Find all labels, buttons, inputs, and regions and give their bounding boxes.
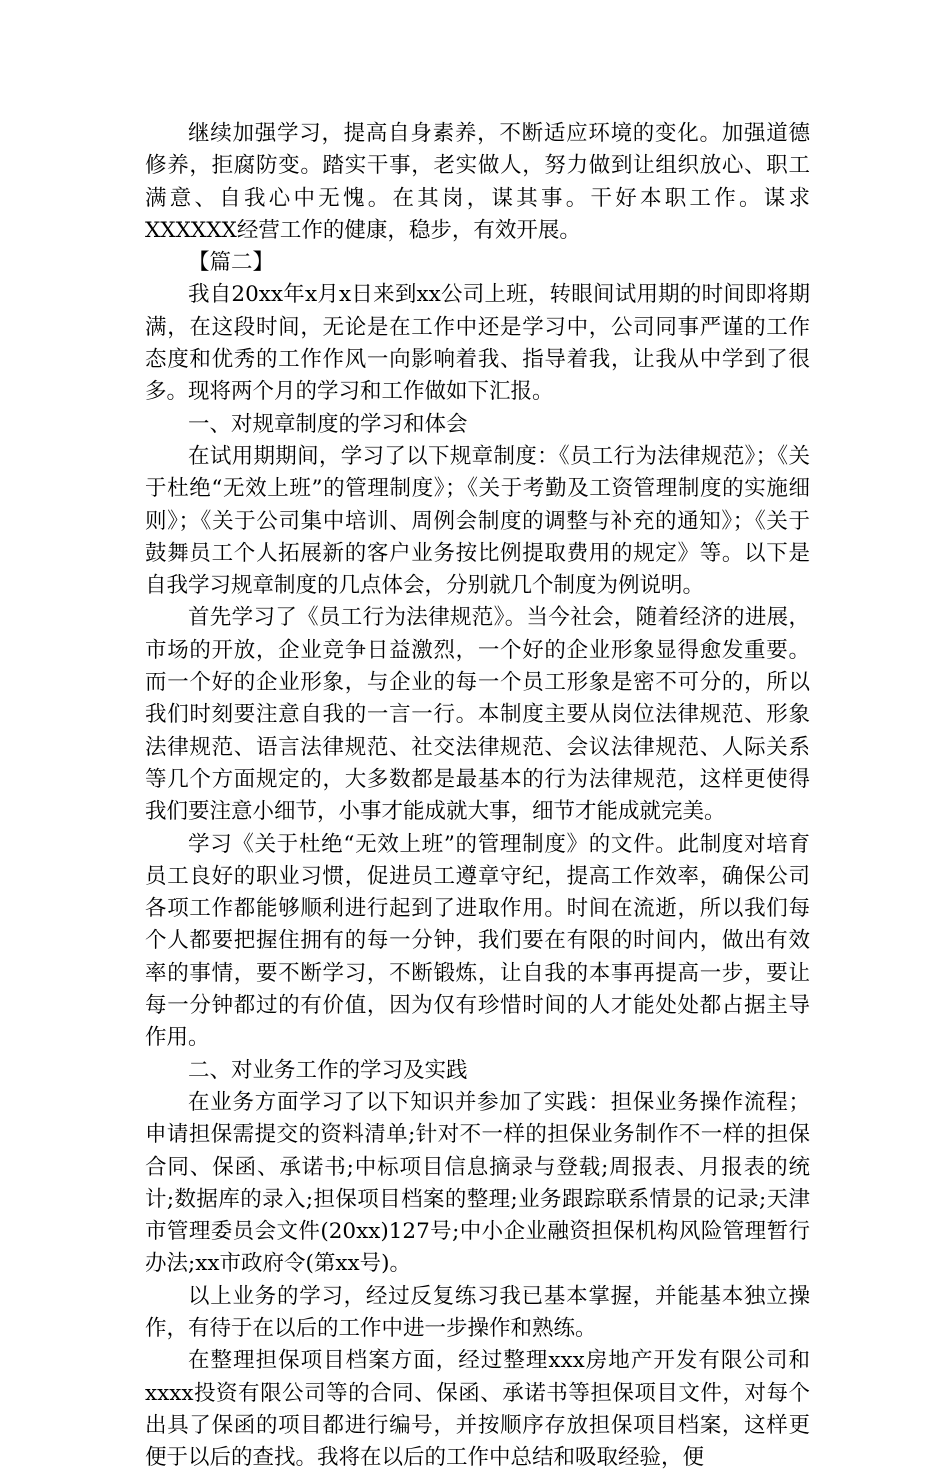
paragraph-archive: 在整理担保项目档案方面，经过整理xxx房地产开发有限公司和xxxx投资有限公司等的合同、保函、承诺书等担保项目文件，对每个出具了保函的项目都进行编号，并按顺序存放担保项目档案，这样更便于以后的查找。我将在以后的工作中总结和吸取经验，便 <box>145 1348 810 1471</box>
document-body <box>145 118 810 1474</box>
paragraph-mastery: 以上业务的学习，经过反复练习我已基本掌握，并能基本独立操作，有待于在以后的工作中进一步操作和熟练。 <box>145 1283 810 1341</box>
paragraph-conclusion: 继续加强学习，提高自身素养，不断适应环境的变化。加强道德修养，拒腐防变。踏实干事，老实做人，努力做到让组织放心、职工满意、自我心中无愧。在其岗，谋其事。干好本职工作。谋求XXXXXX经营工作的健康，稳步，有效开展。 <box>145 121 810 243</box>
paragraph-intro: 我自20xx年x月x日来到xx公司上班，转眼间试用期的时间即将期满，在这段时间，无论是在工作中还是学习中，公司同事严谨的工作态度和优秀的工作作风一向影响着我、指导着我，让我从中学到了很多。现将两个月的学习和工作做如下汇报。 <box>145 282 810 405</box>
section-title-part-two: 【篇二】 <box>188 250 275 276</box>
heading-business-practice: 二、对业务工作的学习及实践 <box>188 1057 468 1083</box>
paragraph-conduct-rules: 首先学习了《员工行为法律规范》。当今社会，随着经济的进展，市场的开放，企业竞争日益激烈，一个好的企业形象显得愈发重要。而一个好的企业形象，与企业的每一个员工形象是密不可分的，所以我们时刻要注意自我的一言一行。本制度主要从岗位法律规范、形象法律规范、语言法律规范、社交法律规范、会议法律规范、人际关系等几个方面规定的，大多数都是最基本的行为法律规范，这样更使得我们要注意小细节，小事才能成就大事，细节才能成就完美。 <box>145 605 810 825</box>
paragraph-rules-list: 在试用期期间，学习了以下规章制度：《员工行为法律规范》；《关于杜绝“无效上班”的管理制度》；《关于考勤及工资管理制度的实施细则》；《关于公司集中培训、周例会制度的调整与补充的通知》；《关于鼓舞员工个人拓展新的客户业务按比例提取费用的规定》等。以下是自我学习规章制度的几点体会，分别就几个制度为例说明。 <box>145 443 810 599</box>
paragraph-attendance-rules: 学习《关于杜绝“无效上班”的管理制度》的文件。此制度对培育员工良好的职业习惯，促进员工遵章守纪，提高工作效率，确保公司各项工作都能够顺利进行起到了进取作用。时间在流逝，所以我们每个人都要把握住拥有的每一分钟，我们要在有限的时间内，做出有效率的事情，要不断学习，不断锻炼，让自我的本事再提高一步，要让每一分钟都过的有价值，因为仅有珍惜时间的人才能处处都占据主导作用。 <box>145 831 810 1051</box>
heading-rules-study: 一、对规章制度的学习和体会 <box>188 411 468 437</box>
paragraph-business-knowledge: 在业务方面学习了以下知识并参加了实践：担保业务操作流程；申请担保需提交的资料清单;针对不一样的担保业务制作不一样的担保合同、保函、承诺书;中标项目信息摘录与登载;周报表、月报表的统计;数据库的录入;担保项目档案的整理;业务跟踪联系情景的记录;天津市管理委员会文件(20xx)127号;中小企业融资担保机构风险管理暂行办法;xx市政府令(第xx号)。 <box>145 1089 810 1277</box>
